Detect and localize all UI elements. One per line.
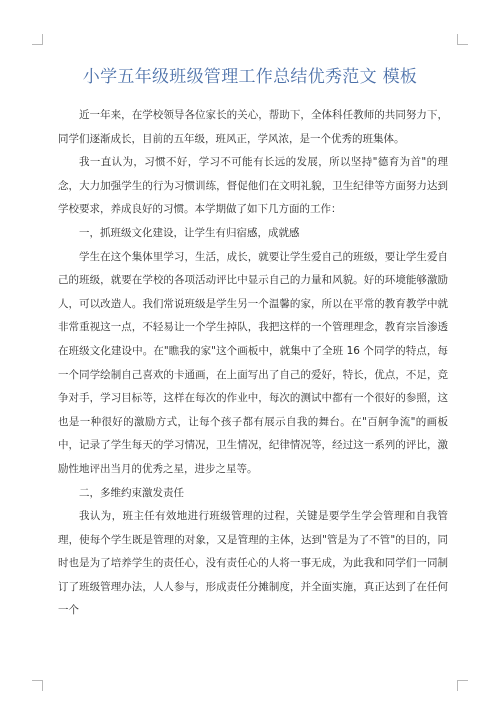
section-heading-2: 二，多维约束激发责任: [79, 486, 184, 499]
paragraph-responsibility: 我认为，班主任有效地进行班级管理的过程，关键是要学生学会管理和自我管理，使每个学生既是管理的对象，又是管理的主体，达到"管是为了不管"的目的，同时也是为了培养学生的责任心，没有责任心的人将一事无成，为此我和同学们一同制订了班级管理办法，人人参与，形成责任分摊制度，并全面实施，真正达到了在任何一个: [58, 510, 448, 617]
crop-mark-bottom-left: [32, 680, 43, 691]
paragraph-habits: 我一直认为，习惯不好，学习不可能有长远的发展，所以坚持"德育为首"的理念，大力加强学生的行为习惯训练，督促他们在文明礼貌，卫生纪律等方面努力达到学校要求，养成良好的习惯。本学期做了如下几方面的工作：: [58, 156, 448, 216]
crop-mark-top-right: [457, 34, 468, 45]
document-title: 小学五年级班级管理工作总结优秀范文 模板: [82, 67, 418, 87]
document-body: [58, 104, 448, 623]
crop-mark-bottom-right: [457, 680, 468, 691]
crop-mark-top-left: [32, 34, 43, 45]
paragraph-intro: 近一年来，在学校领导各位家长的关心，帮助下，全体科任教师的共同努力下，同学们逐渐成长，目前的五年级，班风正，学风浓，是一个优秀的班集体。: [58, 109, 448, 145]
section-heading-1: 一，抓班级文化建设，让学生有归宿感，成就感: [79, 226, 300, 239]
paragraph-class-culture: 学生在这个集体里学习，生活，成长，就要让学生爱自己的班级，要让学生爱自己的班级，就要在学校的各项活动评比中显示自己的力量和风貌。好的环境能够激励人，可以改造人。我们常说班级是学生另一个温馨的家，所以在平常的教育教学中就非常重视这一点，不轻易让一个学生掉队，我把这样的一个管理理念，教育宗旨渗透在班级文化建设中。在"瞧我的家"这个画板中，就集中了全班 16 个同学的特点，每一个同学绘制自己喜欢的卡通画，在上面写出了自己的爱好，特长，优点，不足，竞争对手，学习目标等，这样在每次的作业中，每次的测试中都有一个很好的参照，这也是一种很好的激励方式，让每个孩子都有展示自我的舞台。在"百舸争流"的画板中，记录了学生每天的学习情况，卫生情况，纪律情况等，经过这一系列的评比，激励性地评出当月的优秀之星，进步之星等。: [58, 250, 448, 475]
